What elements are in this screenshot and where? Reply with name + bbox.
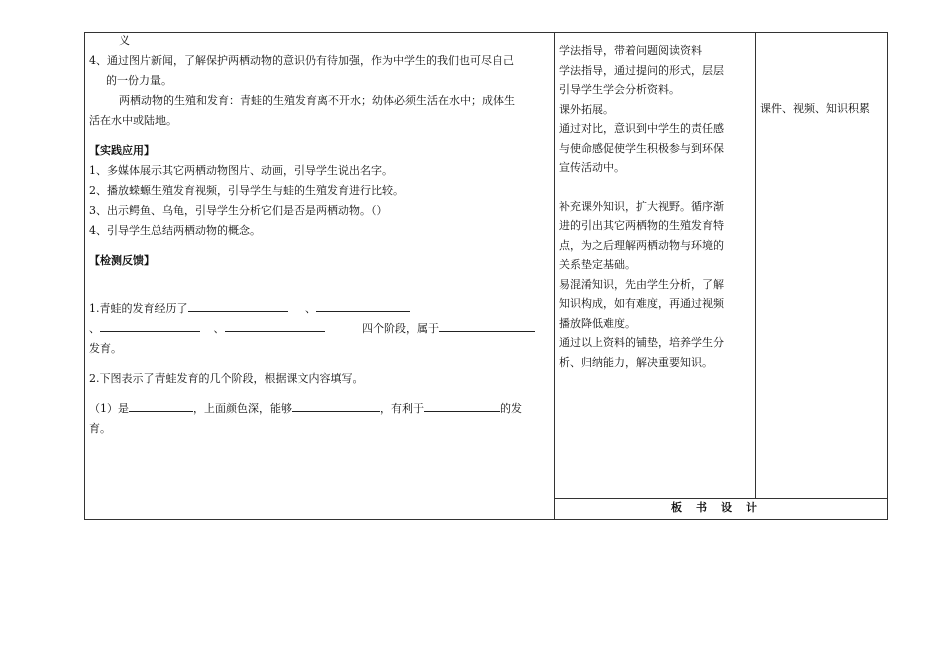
design-intent-column <box>559 41 753 372</box>
q2-text-d: 的发 <box>500 402 522 415</box>
column-divider-left <box>554 33 555 519</box>
question-1-text: 1.青蛙的发育经历了 <box>89 302 188 315</box>
q2-text-b: ，上面颜色深，能够 <box>193 402 292 415</box>
intent-line: 知识构成，如有难度，再通过视频 <box>559 297 724 310</box>
intent-line: 学法指导，通过提问的形式，层层 <box>559 63 724 77</box>
practice-heading: 【实践应用】 <box>89 144 155 157</box>
summary-line-2: 活在水中或陆地。 <box>89 114 177 127</box>
q2-text-a: （1）是 <box>89 402 129 415</box>
intent-line: 宣传活动中。 <box>559 161 625 174</box>
item-4-line-2: 的一份力量。 <box>106 74 172 87</box>
separator: 、 <box>89 322 100 335</box>
separator: 、 <box>213 322 225 335</box>
column-divider-right <box>755 33 756 498</box>
intent-line: 学法指导，带着问题阅读资料 <box>559 44 702 57</box>
question-1-stages: 四个阶段，属于 <box>362 322 439 335</box>
question-1-line-1 <box>89 299 551 319</box>
blank-line <box>225 320 325 332</box>
blank-line <box>100 320 200 332</box>
practice-item: 1、多媒体展示其它两栖动物图片、动画，引导学生说出名字。 <box>89 164 393 177</box>
intent-line: 补充课外知识，扩大视野。循序渐 <box>559 199 724 213</box>
item-4-line-1: 4、通过图片新闻，了解保护两栖动物的意识仍有待加强，作为中学生的我们也可尽自己 <box>89 54 514 67</box>
intent-line <box>559 178 753 197</box>
intent-line: 点，为之后理解两栖动物与环境的 <box>559 238 724 252</box>
blank-line <box>424 400 500 412</box>
practice-item: 4、引导学生总结两栖动物的概念。 <box>89 224 261 237</box>
intent-line: 引导学生学会分析资料。 <box>559 83 680 96</box>
teaching-process-column <box>89 31 551 439</box>
intent-line: 通过对比，意识到中学生的责任感 <box>559 122 724 135</box>
intent-line: 播放降低难度。 <box>559 316 636 330</box>
question-2-sub-end: 育。 <box>89 422 111 435</box>
question-2-sub-1 <box>89 399 551 419</box>
blank-line <box>188 300 288 312</box>
intent-line: 课外拓展。 <box>559 102 614 116</box>
text-fragment: 义 <box>119 34 130 47</box>
summary-line-1: 两栖动物的生殖和发育：青蛙的生殖发育离不开水；幼体必须生活在水中；成体生 <box>119 94 515 107</box>
intent-line: 易混淆知识，先由学生分析，了解 <box>559 277 724 291</box>
intent-line: 析、归纳能力，解决重要知识。 <box>559 355 713 369</box>
intent-line: 关系垫定基础。 <box>559 258 636 271</box>
q2-text-c: ，有利于 <box>380 402 424 415</box>
separator: 、 <box>305 302 316 315</box>
feedback-heading: 【检测反馈】 <box>89 254 155 267</box>
intent-line: 通过以上资料的铺垫，培养学生分 <box>559 336 724 349</box>
resources-text: 课件、视频、知识积累 <box>760 102 870 115</box>
blank-line <box>129 400 193 412</box>
intent-line: 进的引出其它两栖物的生殖发育特 <box>559 219 724 232</box>
blank-line <box>439 320 535 332</box>
question-1-end: 发育。 <box>89 342 122 355</box>
question-1-line-2 <box>89 319 551 339</box>
intent-line: 与使命感促使学生积极参与到环保 <box>559 141 724 155</box>
board-design-heading: 板书设计 <box>671 501 771 514</box>
lesson-table <box>84 32 888 520</box>
question-2: 2.下图表示了青蛙发育的几个阶段，根据课文内容填写。 <box>89 372 364 385</box>
practice-item: 2、播放蝾螈生殖发育视频，引导学生与蛙的生殖发育进行比较。 <box>89 184 404 197</box>
blank-line <box>292 400 380 412</box>
practice-item: 3、出示鳄鱼、乌龟，引导学生分析它们是否是两栖动物。（） <box>89 204 388 217</box>
resources-column <box>760 99 884 119</box>
blank-line <box>316 300 410 312</box>
